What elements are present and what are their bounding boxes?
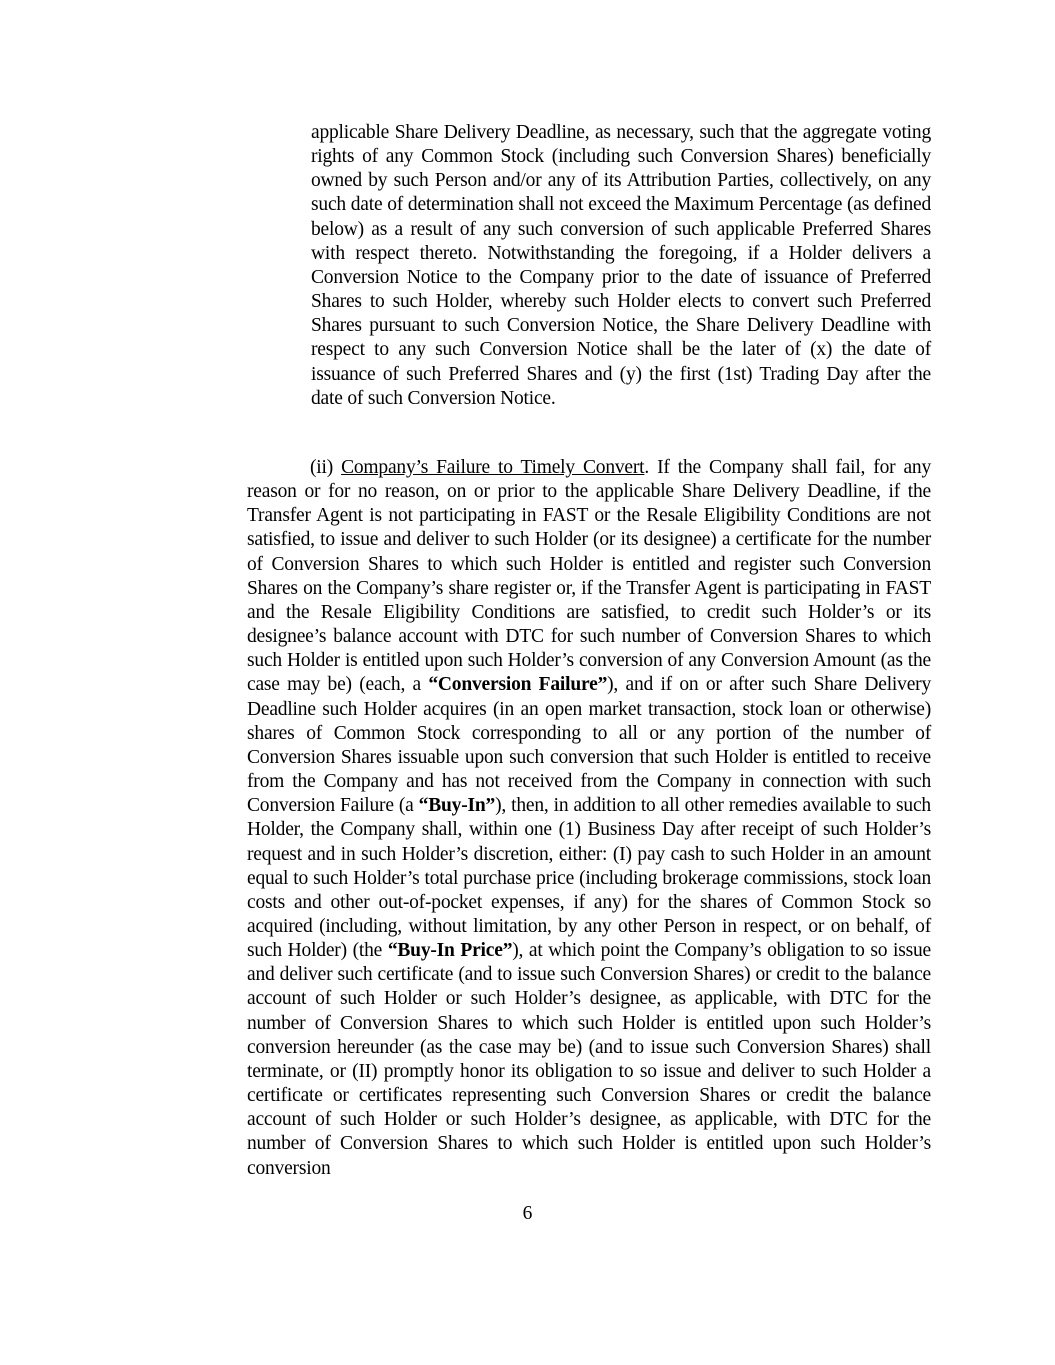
text-segment-plain: (ii) [310, 457, 342, 478]
text-segment-plain: ), at which point the Company’s obligation to so issue and deliver such certificate (and to issue such Conversion Shares) or credit to the balance account of such Holder or such Holder’s designee, as applicable, with DTC for the number of Conversion Shares to which such Holder is entitled upon such Holder’s conversion hereunder (as the case may be) (and to issue such Conversion Shares) shall terminate, or (II) promptly honor its obligation to so issue and deliver to such Holder a certificate or certificates representing such Conversion Shares or credit the balance account of such Holder or such Holder’s designee, as applicable, with DTC for the number of Conversion Shares to which such Holder is entitled upon such Holder’s conversion [247, 940, 931, 1179]
text-segment-bold: “Buy-In” [418, 795, 496, 817]
clause-ii-failure-to-timely-convert-paragraph [247, 456, 931, 1181]
text-segment-plain: applicable Share Delivery Deadline, as necessary, such that the aggregate voting rights of any Common Stock (including such Conversion Shares) beneficially owned by such Person and/or any of its Attribution Parties, collectively, on any such date of determination shall not exceed the Maximum Percentage (as defined below) as a result of any such conversion of such applicable Preferred Shares with respect thereto. Notwithstanding the foregoing, if a Holder delivers a Conversion Notice to the Company prior to the date of issuance of Preferred Shares to such Holder, whereby such Holder elects to convert such Preferred Shares pursuant to such Conversion Notice, the Share Delivery Deadline with respect to any such Conversion Notice shall be the later of (x) the date of issuance of such Preferred Shares and (y) the first (1st) Trading Day after the date of such Conversion Notice. [311, 122, 931, 409]
text-segment-plain: . If the Company shall fail, for any reason or for no reason, on or prior to the applicable Share Delivery Deadline, if the Transfer Agent is not participating in FAST or the Resale Eligibility Conditions are not satisfied, to issue and deliver to such Holder (or its designee) a certificate for the number of Conversion Shares to which such Holder is entitled and register such Conversion Shares on the Company’s share register or, if the Transfer Agent is participating in FAST and the Resale Eligibility Conditions are satisfied, to credit such Holder’s or its designee’s balance account with DTC for such number of Conversion Shares to which such Holder is entitled upon such Holder’s conversion of any Conversion Amount (as the case may be) (each, a [247, 457, 932, 696]
text-segment-bold: “Conversion Failure” [428, 674, 608, 696]
text-segment-plain: ), and if on or after such Share Delivery Deadline such Holder acquires (in an open market transaction, stock loan or otherwise) shares of Common Stock corresponding to all or any portion of the number of Conversion Shares issuable upon such conversion that such Holder is entitled to receive from the Company and has not received from the Company in connection with such Conversion Failure (a [247, 674, 931, 817]
text-segment-bold: “Buy-In Price” [387, 940, 513, 962]
text-segment-plain: ), then, in addition to all other remedies available to such Holder, the Company shall, within one (1) Business Day after receipt of such Holder’s request and in such Holder’s discretion, either: (I) pay cash to such Holder in an amount equal to such Holder’s total purchase price (including brokerage commissions, stock loan costs and other out-of-pocket expenses, if any) for the shares of Common Stock so acquired (including, without limitation, by any other Person in respect, or on behalf, of such Holder) (the [247, 795, 931, 962]
indented-block-paragraph [311, 121, 931, 411]
text-segment-underline: Company’s Failure to Timely Convert [341, 457, 645, 478]
page-number: 6 [522, 1203, 533, 1224]
